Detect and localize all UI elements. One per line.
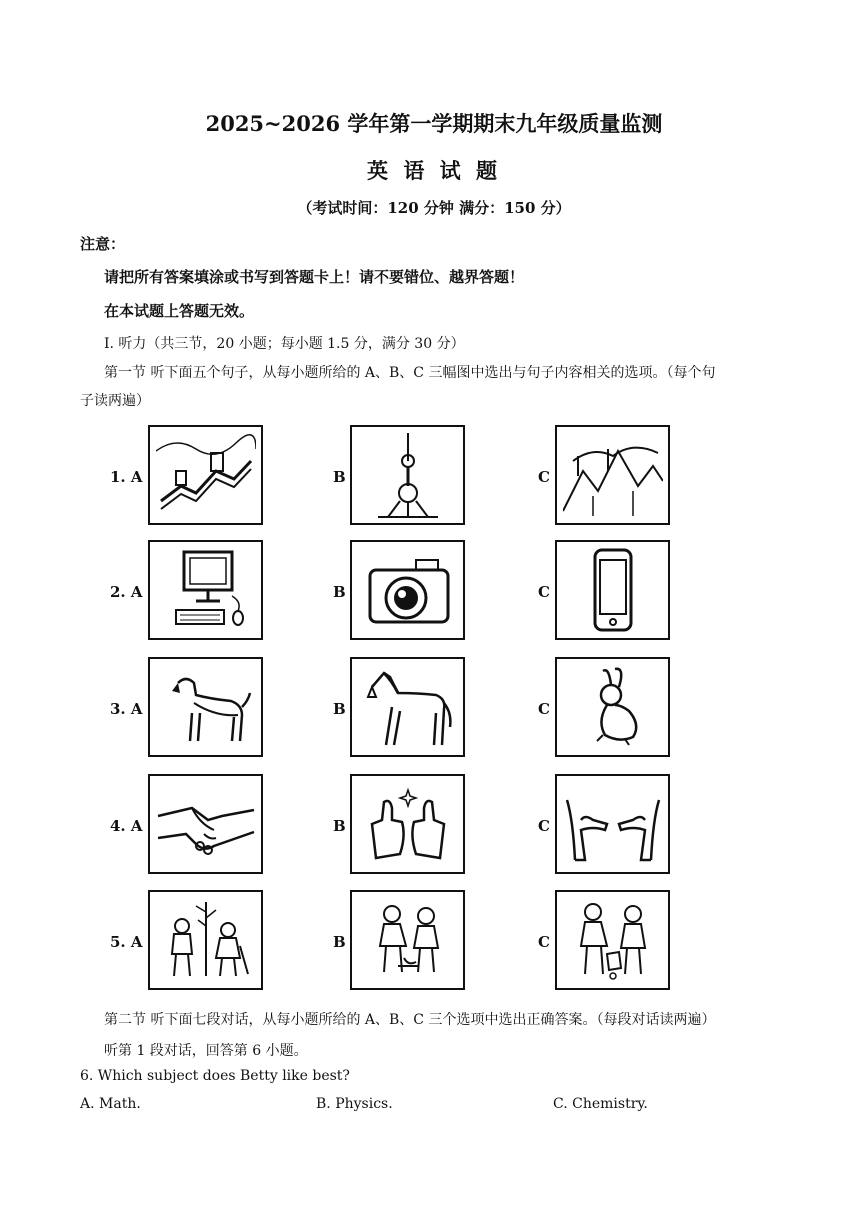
rabbit-icon bbox=[563, 663, 663, 751]
tv-tower-icon bbox=[358, 431, 458, 519]
question-6-option-c[interactable]: C. Chemistry. bbox=[553, 1096, 648, 1112]
listening-intro: I. 听力（共三节，20 小题；每小题 1.5 分，满分 30 分） bbox=[104, 336, 465, 352]
section1-instructions-cont: 子读两遍） bbox=[80, 393, 150, 409]
question-2-label: 2. A bbox=[110, 583, 143, 601]
option-4b[interactable] bbox=[350, 774, 465, 874]
question-3-label: 3. A bbox=[110, 700, 143, 718]
question-5-c-label: C bbox=[538, 933, 550, 951]
question-4-c-label: C bbox=[538, 817, 550, 835]
option-5c[interactable] bbox=[555, 890, 670, 990]
question-2-c-label: C bbox=[538, 583, 550, 601]
exam-title: 2025~2026 学年第一学期期末九年级质量监测 bbox=[205, 111, 663, 136]
option-2b[interactable] bbox=[350, 540, 465, 640]
subject-title: 英 语 试 题 bbox=[367, 158, 501, 183]
option-1b[interactable] bbox=[350, 425, 465, 525]
question-5-b-label: B bbox=[333, 933, 346, 951]
question-5-label: 5. A bbox=[110, 933, 143, 951]
question-6-text: 6. Which subject does Betty like best? bbox=[80, 1068, 350, 1084]
option-4c[interactable] bbox=[555, 774, 670, 874]
mountain-landscape-icon bbox=[563, 431, 663, 519]
smartphone-icon bbox=[563, 546, 663, 634]
hand-gesture-icon bbox=[563, 780, 663, 868]
handshake-icon bbox=[156, 780, 256, 868]
question-1-label: 1. A bbox=[110, 468, 143, 486]
option-3a[interactable] bbox=[148, 657, 263, 757]
computer-icon bbox=[156, 546, 256, 634]
option-1a[interactable] bbox=[148, 425, 263, 525]
thumbs-up-icon bbox=[358, 780, 458, 868]
planting-tree-icon bbox=[156, 896, 256, 984]
question-6-option-a[interactable]: A. Math. bbox=[80, 1096, 141, 1112]
question-4-b-label: B bbox=[333, 817, 346, 835]
option-3c[interactable] bbox=[555, 657, 670, 757]
question-1-b-label: B bbox=[333, 468, 346, 486]
horse-icon bbox=[358, 663, 458, 751]
dog-icon bbox=[156, 663, 256, 751]
question-3-b-label: B bbox=[333, 700, 346, 718]
section1-instructions: 第一节 听下面五个句子，从每小题所给的 A、B、C 三幅图中选出与句子内容相关的选项。（每个句 bbox=[104, 365, 716, 381]
exam-info: （考试时间：120 分钟 满分：150 分） bbox=[297, 199, 571, 217]
option-5a[interactable] bbox=[148, 890, 263, 990]
option-2a[interactable] bbox=[148, 540, 263, 640]
kids-picking-trash-icon bbox=[563, 896, 663, 984]
notice-line-2: 在本试题上答题无效。 bbox=[104, 302, 255, 320]
great-wall-icon bbox=[156, 431, 256, 519]
option-5b[interactable] bbox=[350, 890, 465, 990]
question-2-b-label: B bbox=[333, 583, 346, 601]
kids-watering-icon bbox=[358, 896, 458, 984]
question-3-c-label: C bbox=[538, 700, 550, 718]
notice-label: 注意： bbox=[80, 235, 126, 253]
dialogue-1-instruction: 听第 1 段对话，回答第 6 小题。 bbox=[104, 1043, 308, 1059]
option-4a[interactable] bbox=[148, 774, 263, 874]
question-4-label: 4. A bbox=[110, 817, 143, 835]
question-6-option-b[interactable]: B. Physics. bbox=[316, 1096, 393, 1112]
option-1c[interactable] bbox=[555, 425, 670, 525]
notice-line-1: 请把所有答案填涂或书写到答题卡上！请不要错位、越界答题！ bbox=[104, 268, 525, 286]
camera-icon bbox=[358, 546, 458, 634]
section2-instructions: 第二节 听下面七段对话，从每小题所给的 A、B、C 三个选项中选出正确答案。（每段对话读两遍） bbox=[104, 1012, 716, 1028]
option-2c[interactable] bbox=[555, 540, 670, 640]
question-1-c-label: C bbox=[538, 468, 550, 486]
option-3b[interactable] bbox=[350, 657, 465, 757]
